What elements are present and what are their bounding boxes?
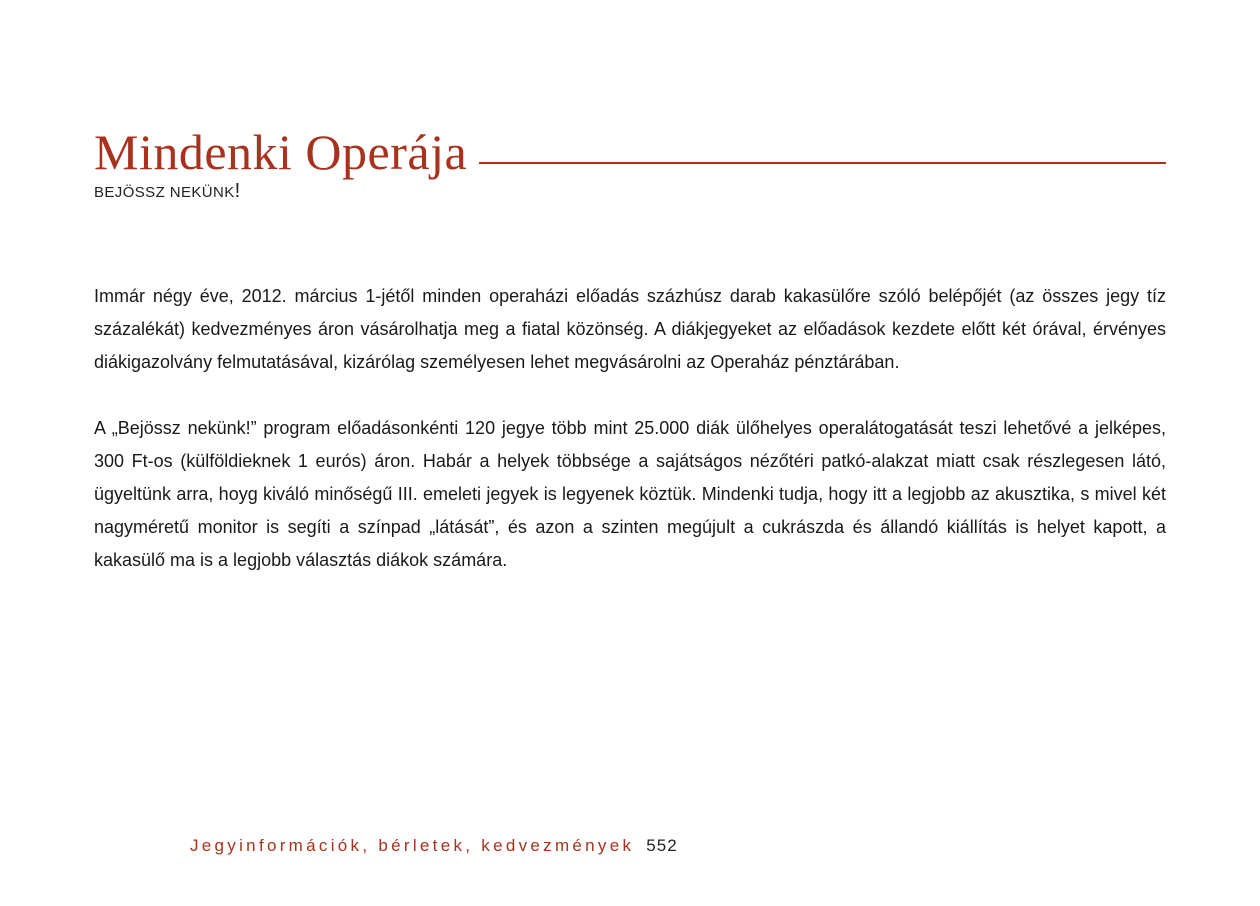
page-number: 552: [646, 836, 678, 855]
subtitle: [94, 180, 241, 203]
paragraph-2: A „Bejössz nekünk!” program előadásonkénti 120 jegye több mint 25.000 diák ülőhelyes operalátogatását teszi lehetővé a jelképes, 300 Ft-os (külföldieknek 1 eurós) áron. Habár a helyek többsége a sajátságos nézőtéri patkó-alakzat miatt csak részlegesen látó, ügyeltünk arra, hoyg kiváló minőségű III. emeleti jegyek is legyenek köztük. Mindenki tudja, hogy itt a legjobb az akusztika, s mivel két nagyméretű monitor is segíti a színpad „látását”, és azon a szinten megújult a cukrászda és állandó kiállítás is helyet kapott, a kakasülő ma is a legjobb választás diákok számára.: [94, 418, 1166, 570]
subtitle-exclamation: !: [234, 180, 241, 202]
title-row: [94, 118, 1166, 182]
body-content: [94, 280, 1166, 610]
page-footer: [190, 836, 678, 856]
paragraph-1: Immár négy éve, 2012. március 1-jétől minden operaházi előadás százhúsz darab kakasülőre szóló belépőjét (az összes jegy tíz százalékát) kedvezményes áron vásárolhatja meg a fiatal közönség. A diákjegyeket az előadások kezdete előtt két órával, érvényes diákigazolvány felmutatásával, kizárólag személyesen lehet megvásárolni az Operaház pénztárában.: [94, 286, 1166, 372]
page-title: Mindenki Operája: [94, 124, 468, 180]
subtitle-text: BEJÖSSZ NEKÜNK: [94, 184, 235, 201]
title-rule: [479, 162, 1166, 164]
footer-section-label: Jegyinformációk, bérletek, kedvezmények: [190, 836, 635, 855]
